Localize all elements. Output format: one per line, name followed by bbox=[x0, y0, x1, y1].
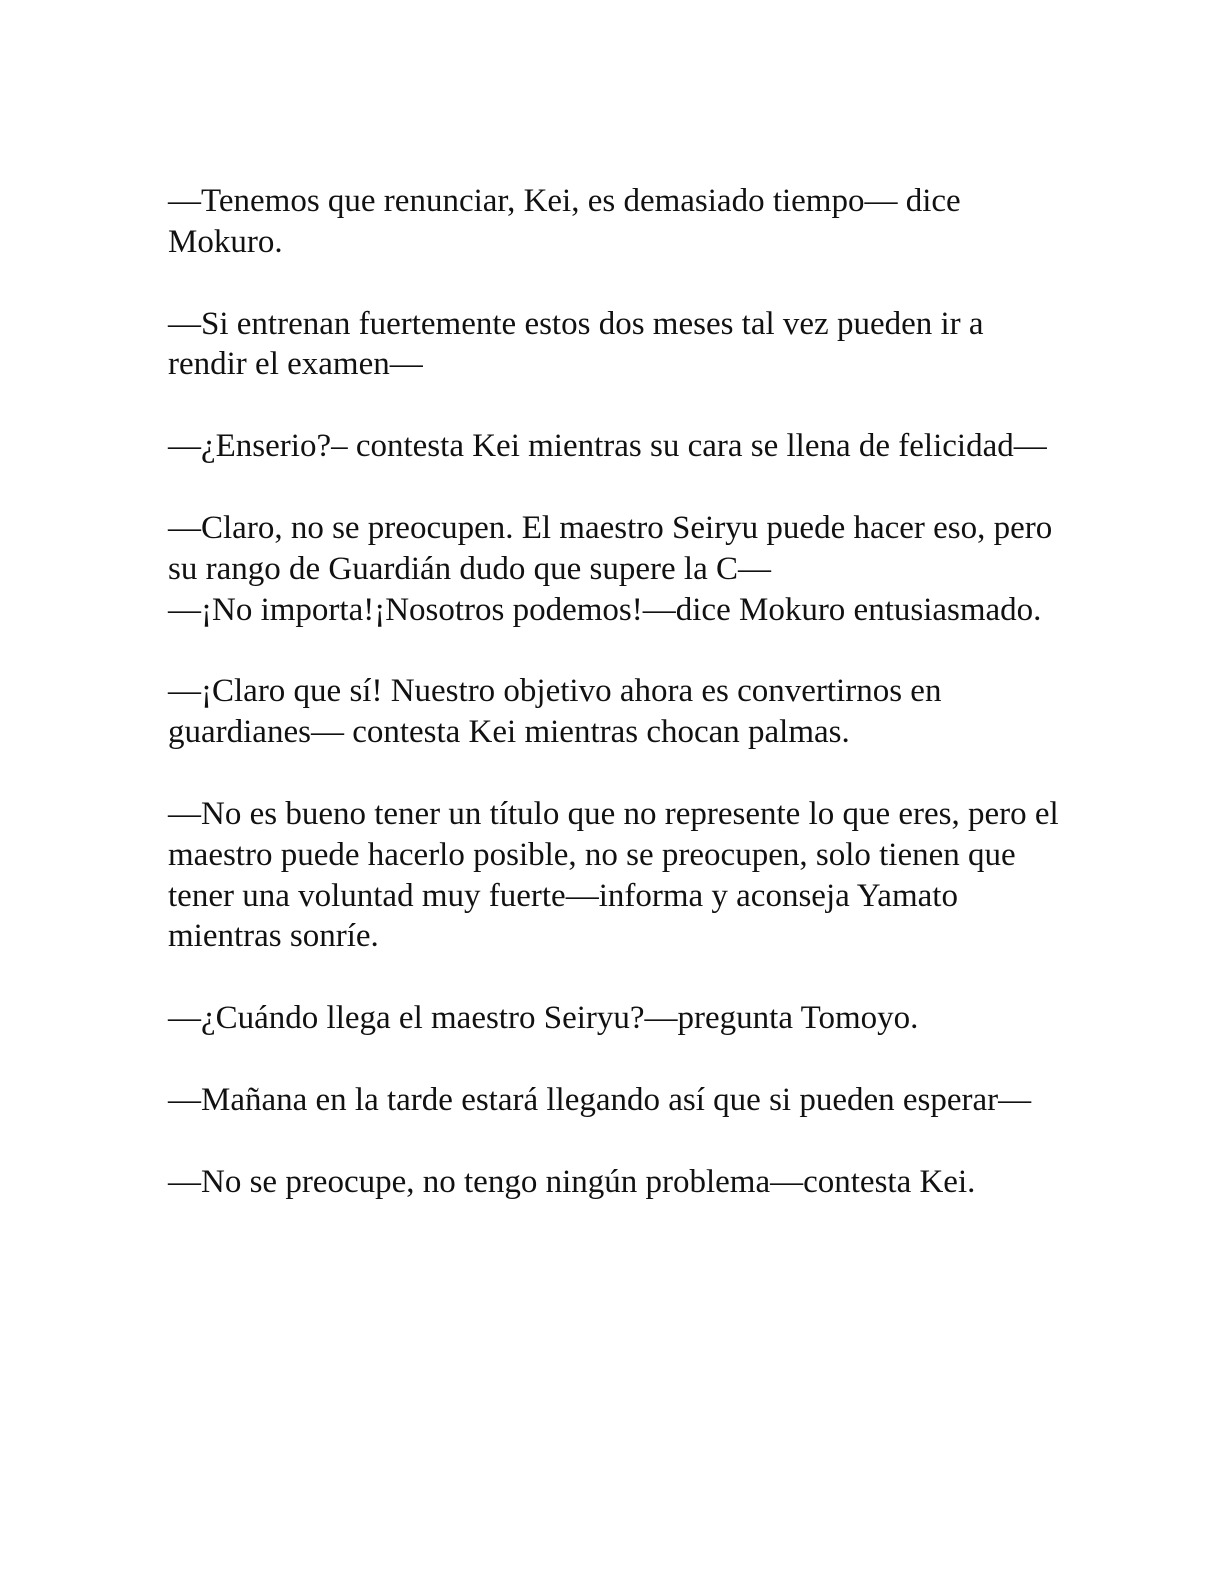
dialogue-paragraph: —No se preocupe, no tengo ningún problema—contesta Kei. bbox=[168, 1163, 976, 1200]
dialogue-paragraph: —Claro, no se preocupen. El maestro Seiryu puede hacer eso, pero su rango de Guardián dudo que supere la C— bbox=[168, 509, 1053, 587]
dialogue-paragraph: —¿Cuándo llega el maestro Seiryu?—pregunta Tomoyo. bbox=[168, 1000, 919, 1037]
dialogue-paragraph: —Mañana en la tarde estará llegando así que si pueden esperar— bbox=[168, 1081, 1032, 1118]
document-body bbox=[168, 181, 1068, 1203]
dialogue-paragraph: —¿Enserio?– contesta Kei mientras su cara se llena de felicidad— bbox=[168, 428, 1047, 465]
dialogue-paragraph: —Si entrenan fuertemente estos dos meses tal vez pueden ir a rendir el examen— bbox=[168, 305, 984, 383]
dialogue-paragraph: —¡Claro que sí! Nuestro objetivo ahora es convertirnos en guardianes— contesta Kei mientras chocan palmas. bbox=[168, 673, 942, 751]
dialogue-paragraph: —Tenemos que renunciar, Kei, es demasiado tiempo— dice Mokuro. bbox=[168, 183, 961, 260]
dialogue-paragraph: —No es bueno tener un título que no represente lo que eres, pero el maestro puede hacerlo posible, no se preocupen, solo tienen que tener una voluntad muy fuerte—informa y aconseja Yamato mientras sonríe. bbox=[168, 795, 1059, 955]
dialogue-paragraph: —¡No importa!¡Nosotros podemos!—dice Mokuro entusiasmado. bbox=[168, 591, 1042, 628]
